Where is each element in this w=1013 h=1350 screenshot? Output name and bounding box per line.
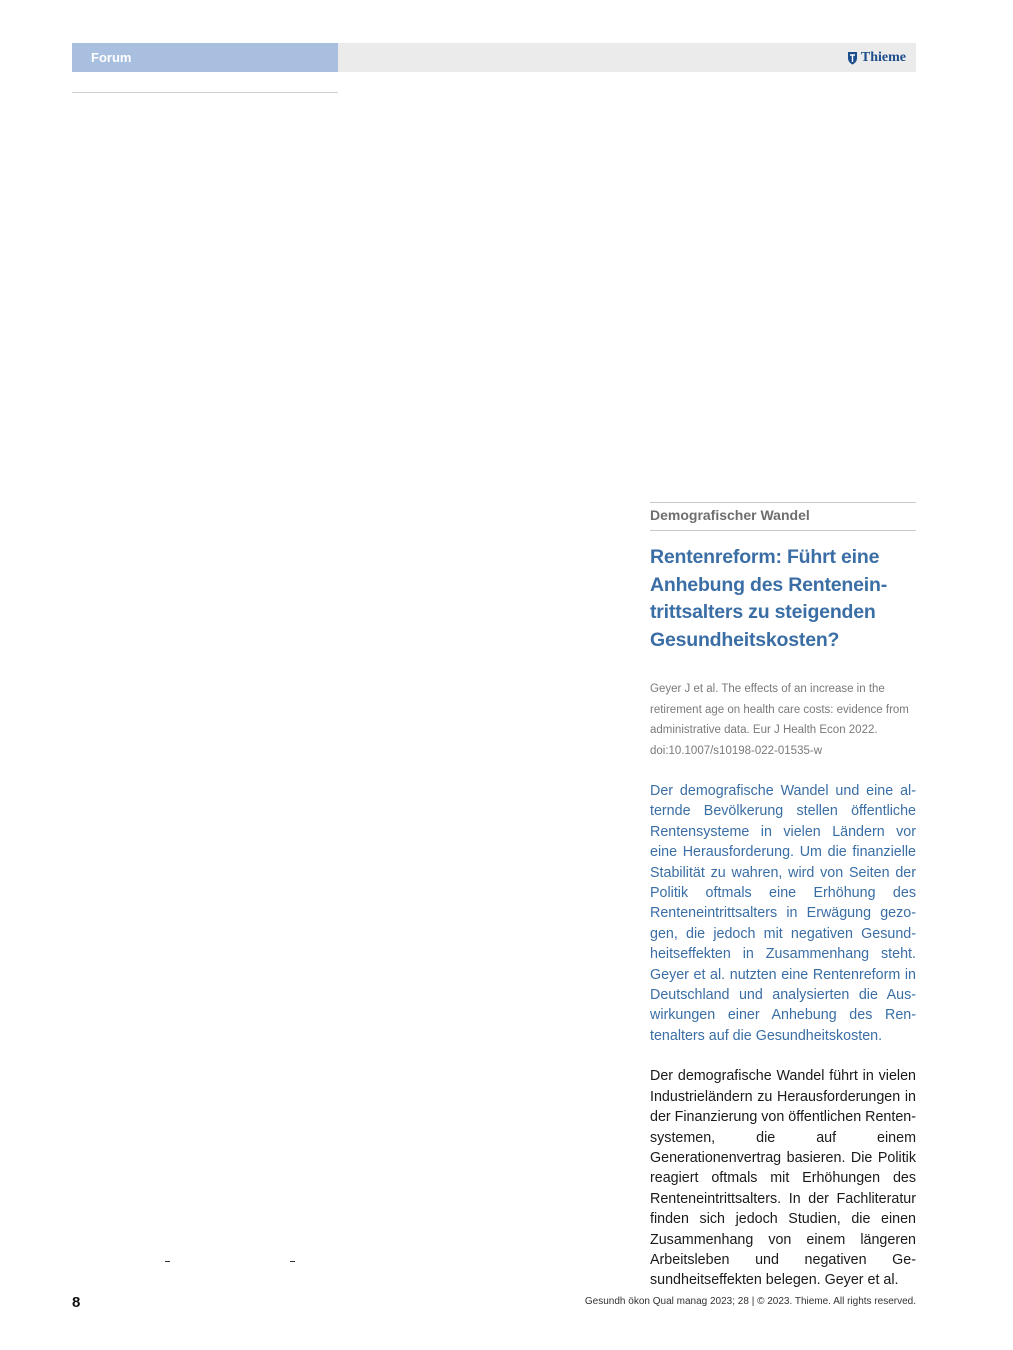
article-lead-paragraph: Der demografische Wandel und eine alternde Bevölkerung stellen öffentliche Rentensysteme in vielen Ländern vor eine Herausforderung. Um die finanzielle Stabilität zu wahren, wird von Seiten der Politik oftmals eine Erhöhung des Renteneintrittsalters in Erwägung gezogen, die jedoch mit negativen Gesundheitseffekten in Zusammenhang steht. Geyer et al. nutzten eine Rentenreform in Deutschland und analysierten die Auswirkungen einer Anhebung des Rentenalters auf die Gesundheitskosten. [650, 783, 916, 1044]
article-citation: Geyer J et al. The effects of an increase in the retirement age on health care costs: evidence from administrative data. Eur J Health Econ 2022. doi:10.1007/s10198-022-01535-w [650, 683, 909, 757]
article-title: Rentenreform: Führt eine Anhebung des Renteneintrittsalters zu steigenden Gesundheitskosten? [650, 546, 888, 651]
crop-mark [290, 1261, 295, 1262]
article-column [650, 502, 916, 1305]
article-category: Demografischer Wandel [650, 502, 916, 531]
journal-header-bar [338, 43, 916, 72]
crop-mark [165, 1261, 170, 1262]
page-number: 8 [72, 1294, 81, 1311]
section-label-forum: Forum [91, 50, 132, 65]
thieme-logo-icon [847, 51, 858, 65]
column-divider-line [72, 92, 338, 93]
journal-reference: Gesundh ökon Qual manag 2023; 28 | © 2023. Thieme. All rights reserved. [584, 1296, 916, 1307]
publisher-name: Thieme [860, 49, 906, 65]
section-tab-forum [72, 43, 338, 72]
publisher-logo [847, 43, 906, 72]
article-body-paragraph: Der demografische Wandel führt in vielen Industrieländern zu Herausforderungen in der Finanzierung von öffentlichen Rentensystemen, die auf einem Generationenvertrag basieren. Die Politik reagiert oftmals mit Erhöhungen des Renteneintrittsalters. In der Fachliteratur finden sich jedoch Studien, die einen Zusammenhang von einem längeren Arbeitsleben und negativen Gesundheitseffekten belegen. Geyer et al. [650, 1068, 916, 1289]
